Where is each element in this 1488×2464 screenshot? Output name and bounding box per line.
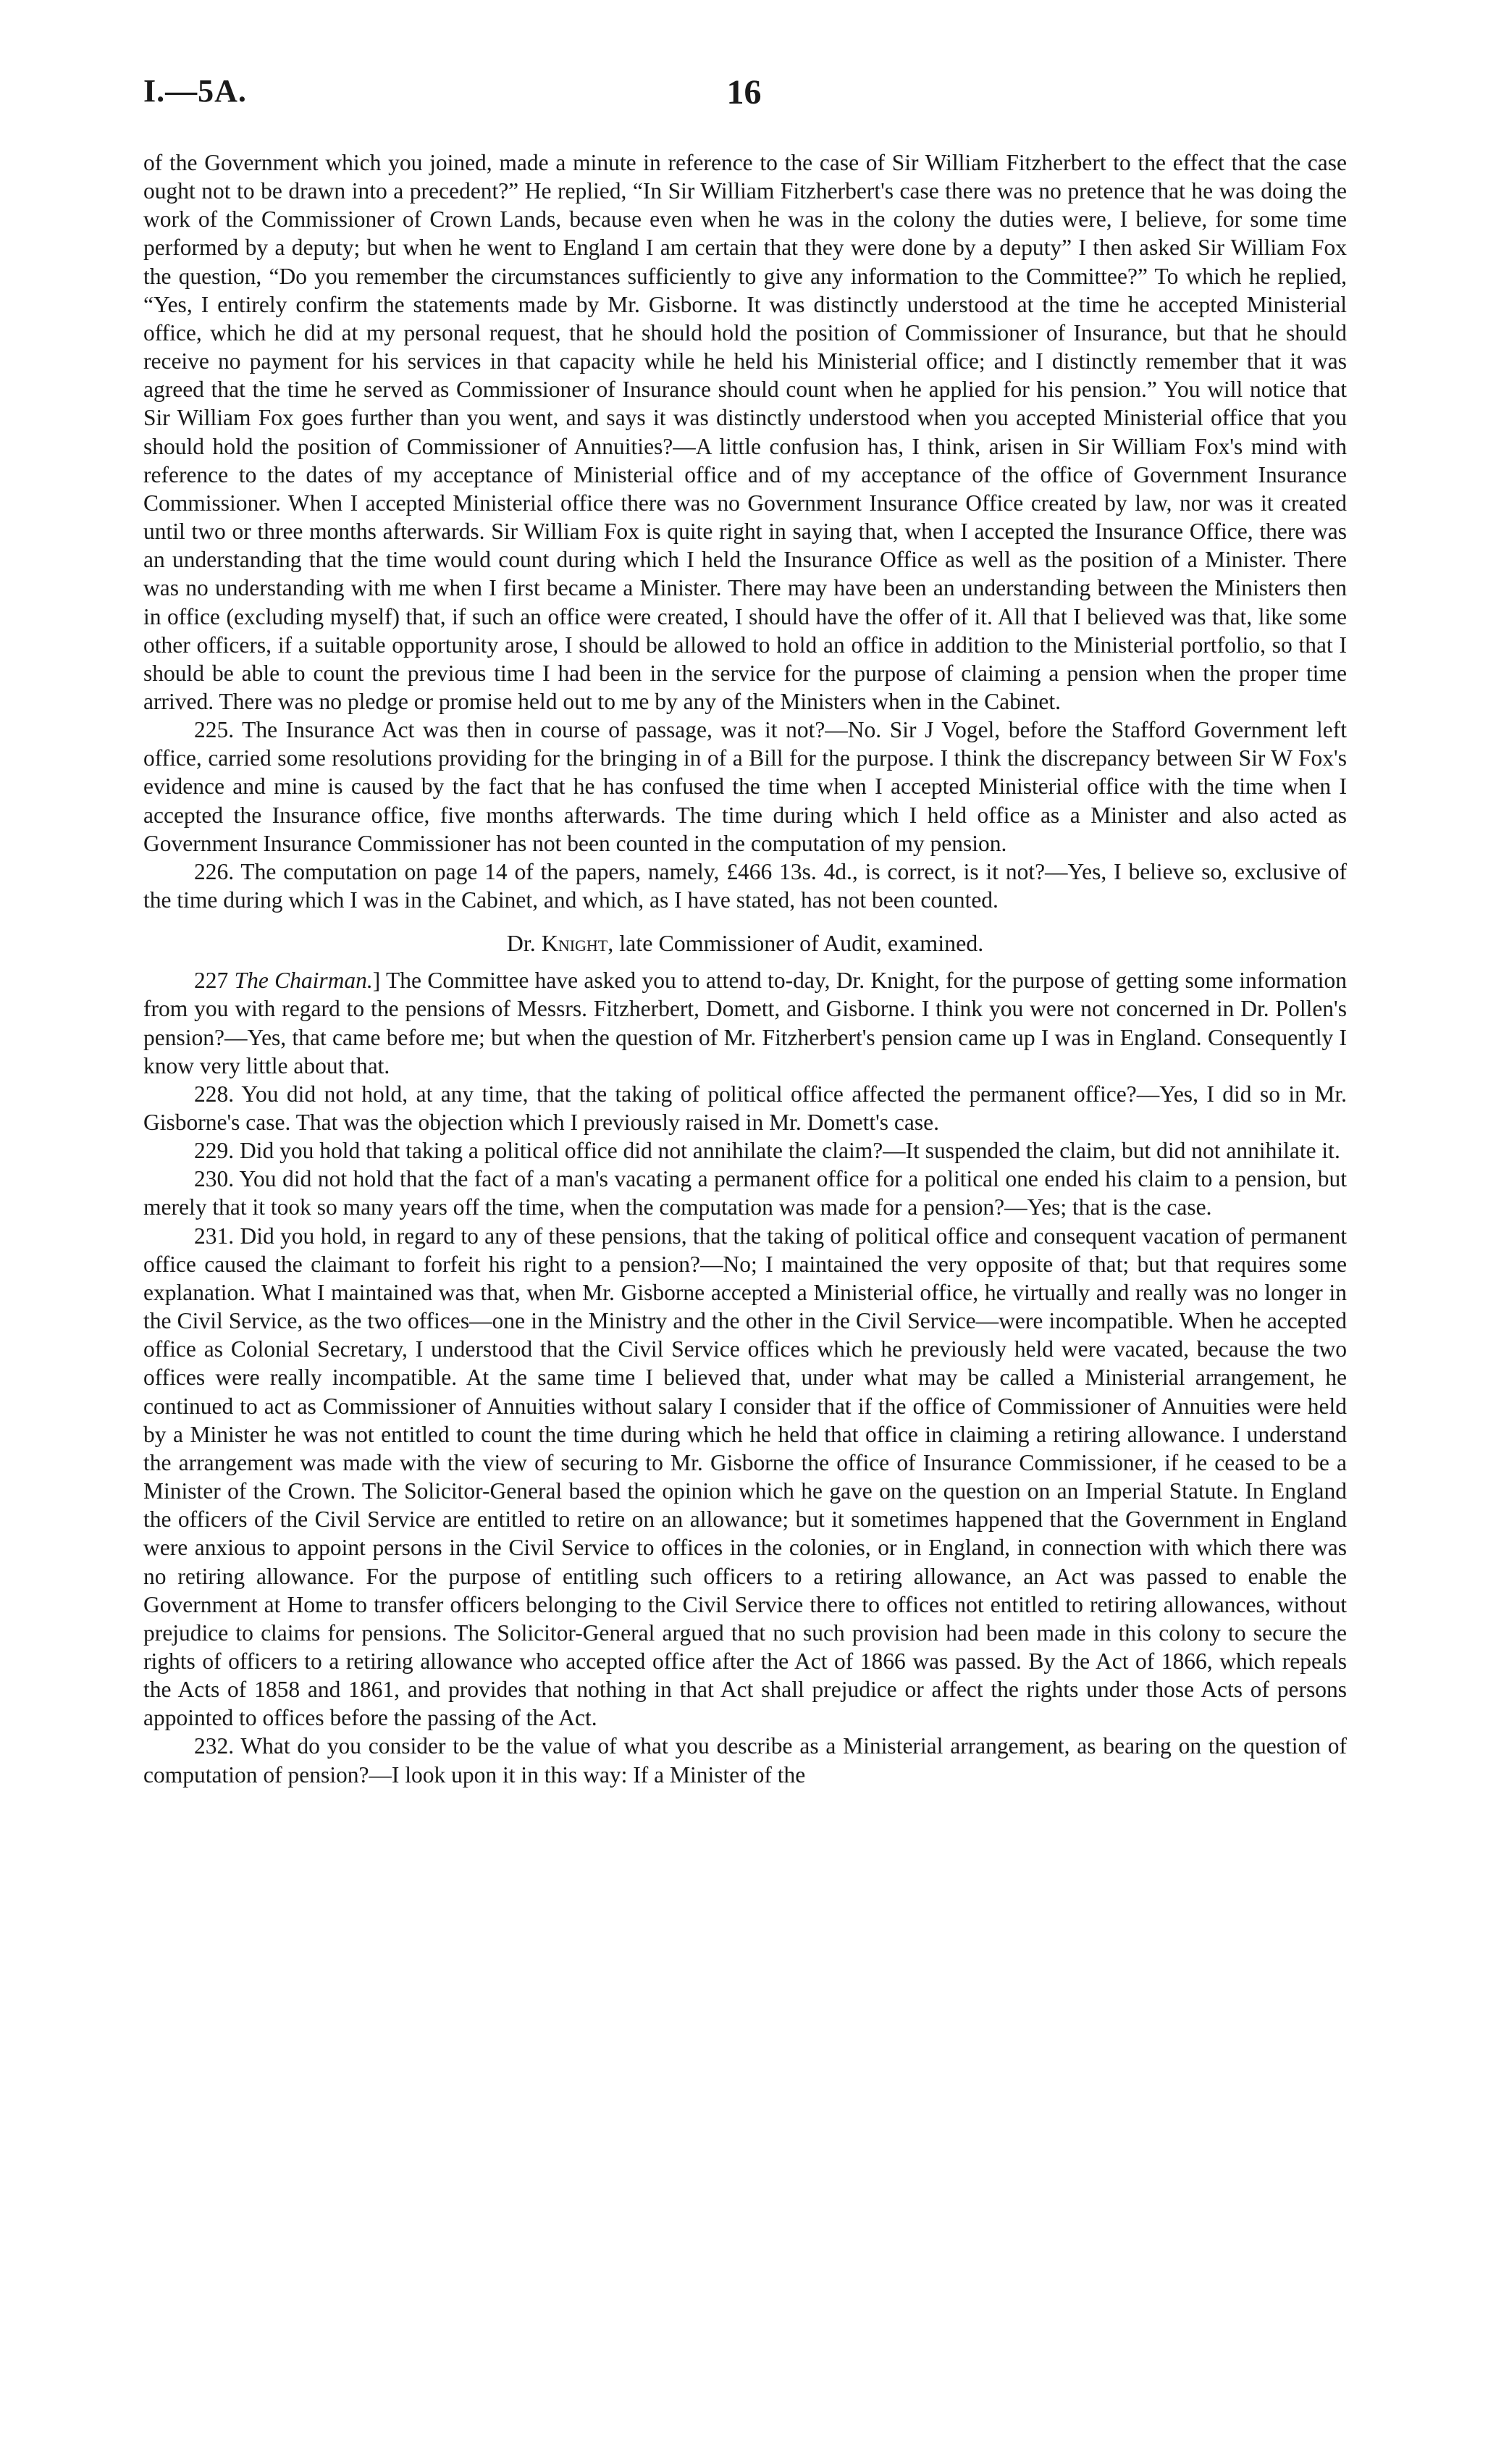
paragraph-continuation: of the Government which you joined, made a minute in reference to the case of Sir William Fitzherbert to the effect that the case ought not to be drawn into a precedent?” He replied, “In Sir William Fitzherbert's case there was no pretence that he was doing the work of the Commissioner of Crown Lands, because even when he was in the colony the duties were, I believe, for some time performed by a deputy; but when he went to England I am certain that they were done by a deputy” I then asked Sir William Fox the question, “Do you remember the circumstances sufficiently to give any information to the Committee?” To which he replied, “Yes, I entirely confirm the statements made by Mr. Gisborne. It was distinctly understood at the time he accepted Ministerial office, which he did at my personal request, that he should hold the position of Commissioner of Insurance, but that he should receive no payment for his services in that capacity while he held his Ministerial office; and I distinctly remember that it was agreed that the time he served as Commissioner of Insurance should count when he applied for his pension.” You will notice that Sir William Fox goes further than you went, and says it was distinctly understood when you accepted Ministerial office that you should hold the position of Commissioner of Annuities?—A little confusion has, I think, arisen in Sir William Fox's mind with reference to the dates of my acceptance of Ministerial office and of my acceptance of the office of Government Insurance Commissioner. When I accepted Ministerial office there was no Government Insurance Office created by law, nor was it created until two or three months afterwards. Sir William Fox is quite right in saying that, when I accepted the Insurance Office, there was an understanding that the time would count during which I held the Insurance Office as well as the position of a Minister. There was no understanding with me when I first became a Minister. There may have been an understanding between the Ministers then in office (excluding myself) that, if such an office were created, I should have the offer of it. All that I believed was that, like some other officers, if a suitable opportunity arose, I should be allowed to hold an office in addition to the Ministerial portfolio, so that I should be able to count the previous time I had been in the service for the purpose of claiming a pension when the proper time arrived. There was no pledge or promise held out to me by any of the Ministers when in the Cabinet. <box>143 150 1347 714</box>
paragraph-228: 228. You did not hold, at any time, that the taking of political office affected the permanent office?—Yes, I did so in Mr. Gisborne's case. That was the objection which I previously raised in Mr. Domett's case. <box>143 1081 1347 1135</box>
witness-name: Knight <box>541 930 608 957</box>
heading-prefix: Dr. <box>506 930 542 957</box>
paragraph-text: ] The Committee have asked you to attend to-day, Dr. Knight, for the purpose of getting some information from you with regard to the pensions of Messrs. Fitzherbert, Domett, and Gisborne. I think you were not concerned in Dr. Pollen's pension?—Yes, that came before me; but when the question of Mr. Fitzherbert's pension came up I was in England. Consequently I know very little about that. <box>143 968 1347 1078</box>
heading-suffix: , late Commissioner of Audit, examined. <box>608 930 984 957</box>
speaker-label: The Chairman. <box>234 968 373 994</box>
section-heading <box>143 929 1347 957</box>
paragraph-225: 225. The Insurance Act was then in course of passage, was it not?—No. Sir J Vogel, before the Stafford Government left office, carried some resolutions providing for the bringing in of a Bill for the purpose. I think the discrepancy between Sir W Fox's evidence and mine is caused by the fact that he has confused the time when I accepted Ministerial office with the time when I accepted the Insurance office, five months afterwards. The time during which I held office as a Minister and also acted as Government Insurance Commissioner has not been counted in the computation of my pension. <box>143 717 1347 856</box>
question-number: 227 <box>194 968 235 994</box>
paragraph-226: 226. The computation on page 14 of the papers, namely, £466 13s. 4d., is correct, is it not?—Yes, I believe so, exclusive of the time during which I was in the Cabinet, and which, as I have stated, has not been counted. <box>143 858 1347 913</box>
paragraph-232: 232. What do you consider to be the value of what you describe as a Ministerial arrangement, as bearing on the question of computation of pension?—I look upon it in this way: If a Minister of the <box>143 1733 1347 1788</box>
page-header <box>143 72 1345 123</box>
document-reference: I.—5A. <box>143 73 247 109</box>
paragraph-231: 231. Did you hold, in regard to any of these pensions, that the taking of political office and consequent vacation of permanent office caused the claimant to forfeit his right to a pension?—No; I maintained the very opposite of that; but that requires some explanation. What I maintained was that, when Mr. Gisborne accepted a Ministerial office, he virtually and really was no longer in the Civil Service, as the two offices—one in the Ministry and the other in the Civil Service—were incompatible. When he accepted office as Colonial Secretary, I understood that the Civil Service offices which he previously held were vacated, because the two offices were really incompatible. At the same time I believed that, under what may be called a Ministerial arrangement, he continued to act as Commissioner of Annuities without salary I consider that if the office of Commissioner of Annuities were held by a Minister he was not entitled to count the time during which he held that office in claiming a retiring allowance. I understand the arrangement was made with the view of securing to Mr. Gisborne the office of Insurance Commissioner, if he ceased to be a Minister of the Crown. The Solicitor-General based the opinion which he gave on the question on an Imperial Statute. In England the officers of the Civil Service are entitled to retire on an allowance; but it sometimes happened that the Government in England were anxious to appoint persons in the Civil Service to offices in the colonies, or in England, in connection with which there was no retiring allowance. For the purpose of entitling such officers to a retiring allowance, an Act was passed to enable the Government at Home to transfer officers belonging to the Civil Service there to offices not entitled to retiring allowances, without prejudice to claims for pensions. The Solicitor-General argued that no such provision had been made in this colony to secure the rights of officers to a retiring allowance who accepted office after the Act of 1866 was passed. By the Act of 1866, which repeals the Acts of 1858 and 1861, and provides that nothing in that Act shall prejudice or affect the rights under those Acts of persons appointed to offices before the passing of the Act. <box>143 1223 1347 1731</box>
paragraph-227 <box>143 966 1347 1080</box>
paragraph-229: 229. Did you hold that taking a political office did not annihilate the claim?—It suspended the claim, but did not annihilate it. <box>194 1138 1340 1164</box>
paragraph-230: 230. You did not hold that the fact of a man's vacating a permanent office for a political one ended his claim to a pension, but merely that it took so many years off the time, when the computation was made for a pension?—Yes; that is the case. <box>143 1166 1347 1220</box>
page-body <box>143 148 1347 1789</box>
page-number: 16 <box>726 73 762 112</box>
